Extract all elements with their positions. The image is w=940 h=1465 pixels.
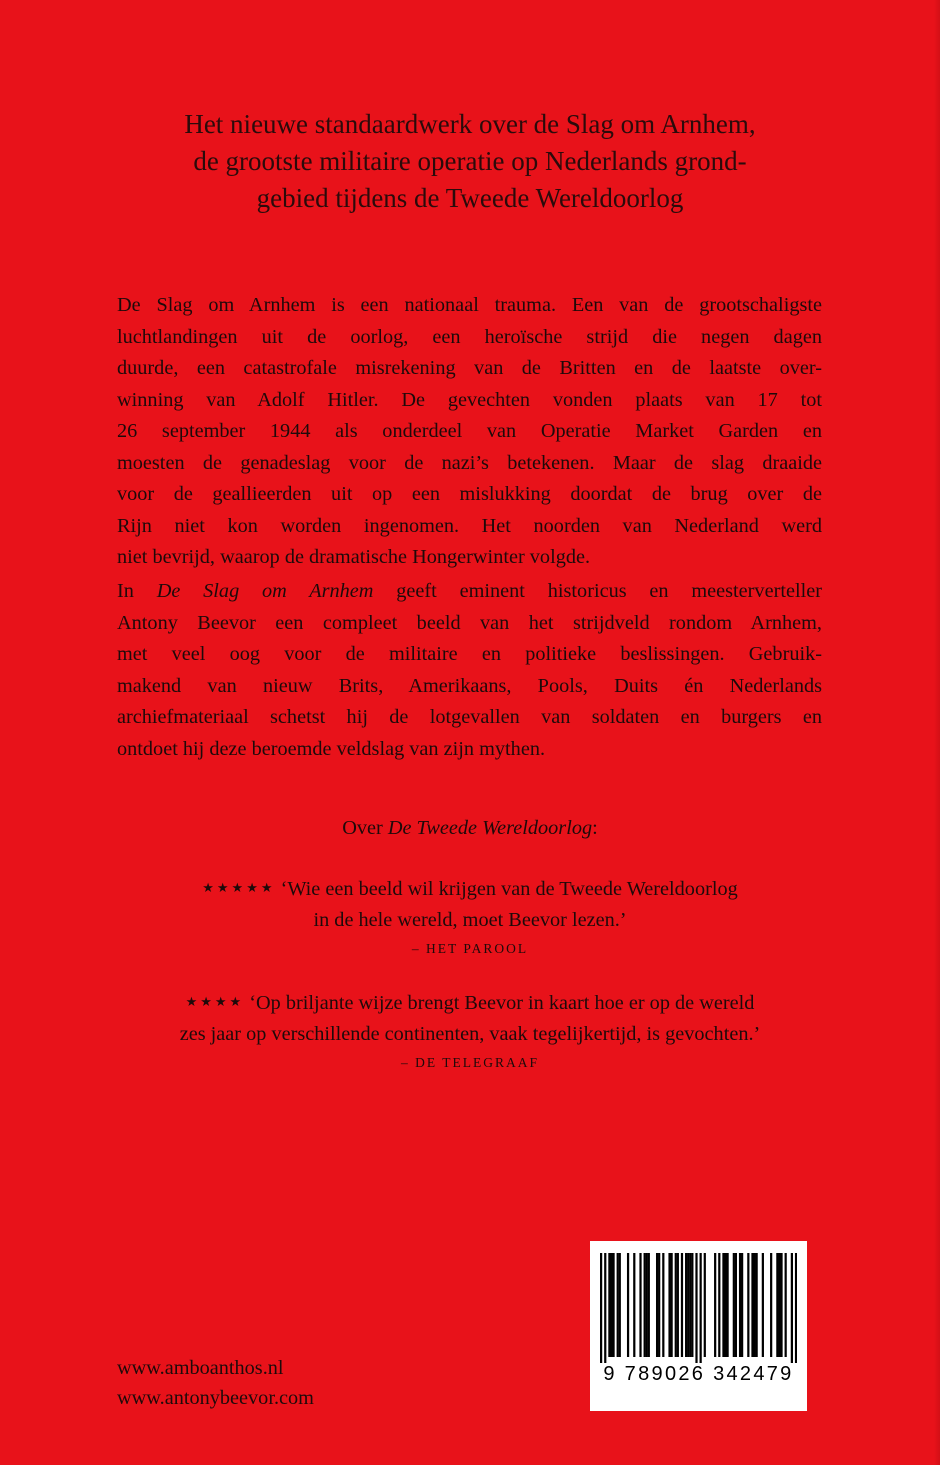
barcode-bar [617, 1253, 619, 1357]
barcode-bar [600, 1253, 602, 1363]
barcode-bar [644, 1253, 646, 1357]
review-line [0, 873, 940, 905]
barcode-bar [639, 1253, 641, 1357]
barcode-bar [700, 1253, 702, 1363]
barcode-bar [762, 1253, 764, 1357]
barcode-bar [770, 1253, 772, 1357]
review-line [0, 987, 940, 1019]
paragraph-line: 26 september 1944 als onderdeel van Operatie Market Garden en [117, 420, 822, 442]
barcode-bar [671, 1253, 673, 1357]
book-title-italic: De Slag om Arnhem [156, 580, 374, 602]
cover-edge [934, 0, 940, 1465]
paragraph-line: voor de geallieerden uit op een mislukking doordat de brug over de [117, 483, 822, 505]
barcode-bar [691, 1253, 693, 1357]
reviewed-book-title: De Tweede Wereldoorlog [387, 817, 593, 839]
paragraph-line: luchtlandingen uit de oorlog, een heroïsche strijd die negen dagen [117, 325, 822, 348]
star-rating-icon: ★★★★★ [202, 881, 276, 896]
barcode-bar [604, 1253, 606, 1363]
synopsis-paragraph-2 [117, 576, 822, 765]
reviews-intro [0, 813, 940, 843]
barcode-bar [795, 1253, 797, 1363]
barcode-bar [656, 1253, 658, 1357]
barcode-bar [677, 1253, 679, 1357]
barcode-bar [612, 1253, 614, 1357]
barcode-bar [724, 1253, 726, 1357]
barcode-bar [646, 1253, 648, 1357]
barcode-bar [658, 1253, 660, 1357]
barcode-bar [681, 1253, 683, 1357]
barcode-bar [753, 1253, 755, 1357]
reviews-intro-suffix: : [592, 817, 598, 839]
author-url[interactable]: www.antonybeevor.com [117, 1387, 314, 1409]
headline-line: gebied tijdens de Tweede Wereldoorlog [256, 183, 684, 213]
barcode-bar [704, 1253, 706, 1357]
barcode-bar [675, 1253, 677, 1357]
paragraph-line: duurde, een catastrofale misrekening van de Britten en de laatste over- [117, 357, 822, 379]
headline [100, 106, 840, 217]
review-source: – HET PAROOL [411, 941, 529, 956]
barcode-bar [791, 1253, 793, 1363]
barcode-bar [741, 1253, 743, 1357]
barcode-bar [756, 1253, 758, 1357]
paragraph-line: met veel oog voor de militaire en politieke beslissingen. Gebruik- [117, 643, 822, 665]
paragraph-line: De Slag om Arnhem is een nationaal trauma. Een van de grootschaligste [117, 294, 822, 316]
review-source: – DE TELEGRAAF [401, 1055, 539, 1070]
barcode-bar [726, 1253, 728, 1357]
paragraph-text: In [117, 580, 157, 602]
barcode-bar [785, 1253, 787, 1357]
headline-line: Het nieuwe standaardwerk over de Slag om Arnhem, [184, 109, 756, 139]
paragraph-line: archiefmateriaal schetst hij de lotgevallen van soldaten en burgers en [117, 706, 822, 728]
barcode [590, 1241, 807, 1411]
synopsis-paragraph-1 [117, 290, 822, 574]
headline-line: de grootste militaire operatie op Nederlands grond- [193, 146, 747, 176]
paragraph-line: makend van nieuw Brits, Amerikaans, Pools, Duits én Nederlands [117, 674, 822, 697]
review-text: ‘Wie een beeld wil krijgen van de Tweede Wereldoorlog [280, 878, 738, 900]
barcode-bar [739, 1253, 741, 1357]
barcode-bar [633, 1253, 635, 1357]
review-quote [0, 987, 940, 1076]
barcode-bar [733, 1253, 735, 1357]
barcode-bar [735, 1253, 737, 1357]
paragraph-line: ontdoet hij deze beroemde veldslag van zijn mythen. [117, 737, 546, 760]
barcode-bar [662, 1253, 664, 1357]
barcode-bars-icon [600, 1253, 797, 1363]
barcode-bar [778, 1253, 780, 1357]
barcode-bar [648, 1253, 650, 1357]
publisher-url[interactable]: www.amboanthos.nl [117, 1357, 284, 1379]
barcode-bar [751, 1253, 753, 1357]
barcode-bar [714, 1253, 716, 1357]
review-line: zes jaar op verschillende continenten, vaak tegelijkertijd, is gevochten.’ [179, 1023, 761, 1045]
barcode-bar [722, 1253, 724, 1357]
paragraph-line: moesten de genadeslag voor de nazi’s betekenen. Maar de slag draaide [117, 451, 822, 474]
barcode-bar [610, 1253, 612, 1357]
barcode-bar [668, 1253, 670, 1357]
star-rating-icon: ★★★★ [185, 995, 245, 1010]
paragraph-line: Antony Beevor een compleet beeld van het strijdveld rondom Arnhem, [117, 611, 822, 634]
barcode-bar [695, 1253, 697, 1363]
paragraph-line: Rijn niet kon worden ingenomen. Het noorden van Nederland werd [117, 514, 822, 537]
barcode-bar [689, 1253, 691, 1357]
barcode-bar [780, 1253, 782, 1357]
barcode-bar [619, 1253, 621, 1357]
barcode-bar [747, 1253, 749, 1357]
reviews-intro-prefix: Over [342, 817, 388, 839]
paragraph-line [117, 576, 822, 608]
barcode-bar [687, 1253, 689, 1357]
isbn-number: 9 789026 342479 [603, 1363, 794, 1385]
paragraph-line: niet bevrijd, waarop de dramatische Hongerwinter volgde. [117, 546, 591, 568]
review-quote [0, 873, 940, 962]
review-text: ‘Op briljante wijze brengt Beevor in kaart hoe er op de wereld [249, 992, 755, 1014]
review-line: in de hele wereld, moet Beevor lezen.’ [313, 909, 627, 931]
barcode-bar [608, 1253, 610, 1357]
paragraph-text: geeft eminent historicus en meesterverteller [373, 580, 822, 602]
barcode-bar [685, 1253, 687, 1357]
barcode-bar [718, 1253, 720, 1357]
barcode-bar [627, 1253, 629, 1357]
paragraph-line: winning van Adolf Hitler. De gevechten vonden plaats van 17 tot [117, 388, 822, 411]
barcode-bar [776, 1253, 778, 1357]
